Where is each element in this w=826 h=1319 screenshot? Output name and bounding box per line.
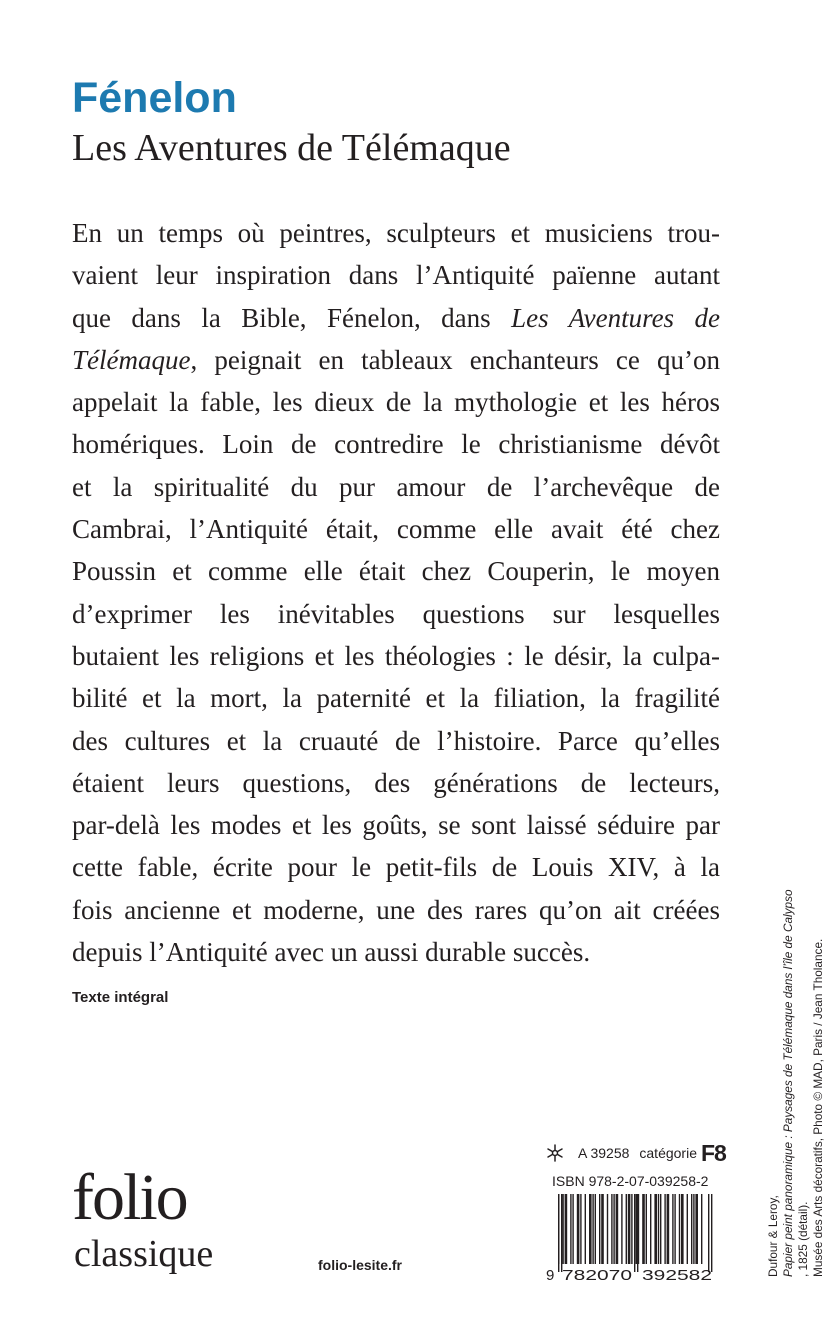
barcode-bar [626,1194,627,1264]
blurb-line: par-delà les modes et les goûts, se sont laissé séduire par [72,810,720,841]
blurb-line: bilité et la mort, la paternité et la filiation, la fragilité [72,683,720,714]
barcode-guard-bar [561,1194,562,1272]
blurb-line: et la spiritualité du pur amour de l’archevêque de [72,471,720,502]
barcode-bar [577,1194,580,1264]
barcode-bar [693,1194,694,1264]
blurb-line: Cambrai, l’Antiquité était, comme elle avait été chez [72,514,720,545]
barcode-bar [650,1194,651,1264]
author-name: Fénelon [72,74,237,122]
barcode-bar [658,1194,659,1264]
catalog-code: A 39258 [578,1145,630,1161]
barcode-bar [589,1194,592,1264]
blurb-line: appelait la fable, les dieux de la mythologie et les héros [72,387,720,418]
barcode-bar [646,1194,647,1264]
credit-maker: Dufour & Leroy, [766,1195,780,1277]
photo-credit [766,679,825,1277]
isbn-number: ISBN 978-2-07-039258-2 [552,1173,709,1189]
credit-line-1 [766,679,811,1277]
blurb-line [72,339,720,381]
barcode-guard-bar [711,1194,712,1272]
category-label: catégorie [639,1145,697,1161]
blurb-line: butaient les religions et les théologies : le désir, la culpa- [72,640,720,671]
barcode-digits-left: 782070 [562,1267,632,1284]
publisher-logo-icon [544,1142,566,1164]
barcode-bar [691,1194,692,1264]
barcode-bar [572,1194,573,1264]
barcode-bar [672,1194,673,1264]
texte-integral-label: Texte intégral [72,989,169,1006]
blurb-line-text: , peignait en tableaux enchanteurs ce qu’on [190,344,720,375]
barcode-bar [607,1194,608,1264]
barcode-bar [660,1194,661,1264]
barcode-bar [621,1194,622,1264]
barcode-bar [636,1194,637,1264]
blurb-italic-title: Télémaque [72,344,191,375]
blurb-line: fois ancienne et moderne, une des rares qu’on ait créées [72,894,720,925]
blurb-line: des cultures et la cruauté de l’histoire. Parce qu’elles [72,725,720,756]
blurb-line: Poussin et comme elle était chez Couperin, le moyen [72,556,720,587]
barcode-bar [681,1194,684,1264]
barcode-guard-bar [558,1194,559,1272]
barcode-bar [667,1194,670,1264]
credit-artwork-title: Papier peint panoramique : Paysages de Télémaque dans l’île de Calypso [781,889,795,1277]
barcode-bar [580,1194,581,1264]
barcode-digits-right: 392582 [642,1267,712,1284]
barcode-guard-bar [637,1194,638,1272]
blurb-line: homériques. Loin de contredire le christianisme dévôt [72,429,720,460]
blurb-line [72,297,720,339]
barcode-bar [611,1194,612,1264]
credit-date: , 1825 (détail). [796,1201,810,1277]
series-logo-classique: classique [74,1233,214,1275]
barcode-bar [562,1194,563,1264]
barcode-digit-first: 9 [546,1267,555,1284]
barcode-bar [631,1194,632,1264]
blurb-text [72,212,720,973]
book-title: Les Aventures de Télémaque [72,127,511,169]
barcode [546,1194,720,1284]
barcode-bar [599,1194,600,1264]
series-logo-folio: folio [72,1161,187,1234]
barcode-bar [642,1194,645,1264]
barcode-bar [687,1194,688,1264]
credit-line-2: Musée des Arts décoratifs, Photo © MAD, Paris / Jean Tholance. [811,938,825,1277]
barcode-bar [613,1194,614,1264]
barcode-bar [592,1194,593,1264]
barcode-guard-bar [708,1194,709,1272]
barcode-bar [616,1194,619,1264]
blurb-line: cette fable, écrite pour le petit-fils de Louis XIV, à la [72,852,720,883]
blurb-line: En un temps où peintres, sculpteurs et musiciens trou- [72,218,720,248]
barcode-bars [558,1194,712,1272]
blurb-line-text: que dans la Bible, Fénelon, dans [72,302,491,333]
catalog-code-row [544,1140,726,1166]
blurb-line: d’exprimer les inévitables questions sur lesquelles [72,598,720,629]
barcode-bar [570,1194,571,1264]
blurb-line: étaient leurs questions, des générations de lecteurs, [72,767,720,798]
barcode-bar [585,1194,586,1264]
category-code: F8 [700,1139,726,1166]
barcode-bar [654,1194,657,1264]
barcode-bar [701,1194,702,1264]
barcode-bar [595,1194,596,1264]
barcode-graphic [546,1194,720,1284]
barcode-guard-bar [634,1194,635,1272]
barcode-bar [565,1194,568,1264]
barcode-bar [674,1194,675,1264]
website-link[interactable]: folio-lesite.fr [318,1257,403,1273]
barcode-bar [664,1194,665,1264]
blurb-line: vaient leur inspiration dans l’Antiquité païenne autant [72,260,720,291]
barcode-bar [601,1194,604,1264]
blurb-italic-title: Les Aventures de [511,302,720,333]
barcode-bar [628,1194,631,1264]
barcode-bar [695,1194,698,1264]
blurb-line: depuis l’Antiquité avec un aussi durable succès. [72,937,591,968]
barcode-bar [679,1194,680,1264]
